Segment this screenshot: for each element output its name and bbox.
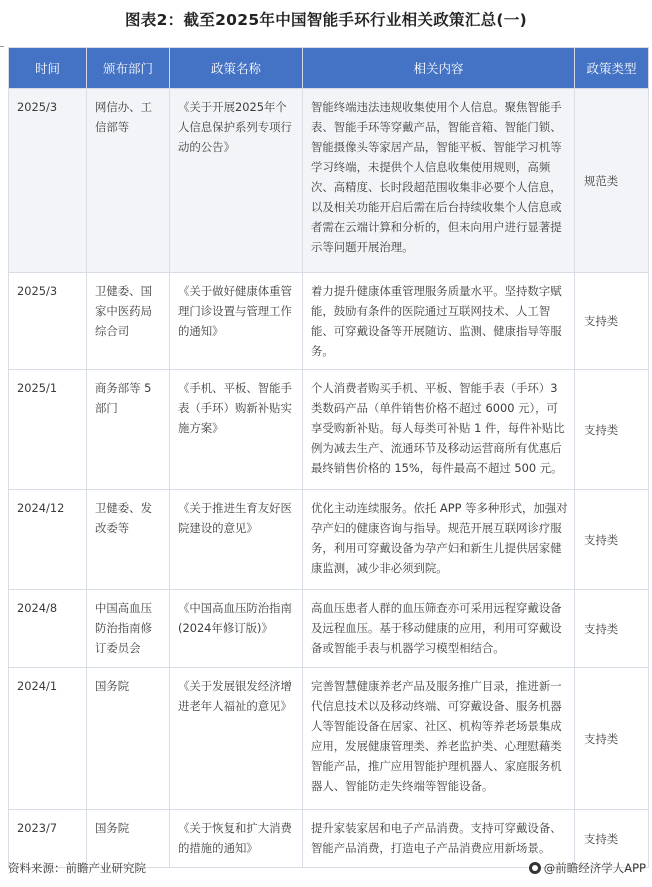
- table-row: [9, 273, 649, 370]
- cell-content: 个人消费者购买手机、平板、智能手表（手环）3类数码产品（单件销售价格不超过 6000 元），可享受购新补贴。每人每类可补贴 1 件，每件补贴比例为减去生产、流通环节及移动运营商所有优惠后最终销售价格的 15%，每件最高不超过 500 元。: [303, 370, 575, 490]
- cell-content: 完善智慧健康养老产品及服务推广目录，推进新一代信息技术以及移动终端、可穿戴设备、服务机器人等智能设备在居家、社区、机构等养老场景集成应用，发展健康管理类、养老监护类、心理慰藉类智能产品，推广应用智能护理机器人、家庭服务机器人、智能防走失终端等智能设备。: [303, 668, 575, 810]
- header-content: 相关内容: [303, 48, 575, 89]
- cell-policy-type: 支持类: [575, 370, 649, 490]
- cell-policy-name: 《手机、平板、智能手表（手环）购新补贴实施方案》: [170, 370, 303, 490]
- header-policy-type: 政策类型: [575, 48, 649, 89]
- cell-policy-type: 支持类: [575, 668, 649, 810]
- corner-mark: [0, 46, 4, 47]
- cell-time: 2024/8: [9, 590, 87, 668]
- table-row: [9, 370, 649, 490]
- policy-table: [8, 47, 649, 868]
- cell-content: 优化主动连续服务。依托 APP 等多种形式，加强对孕产妇的健康咨询与指导。规范开展互联网诊疗服务，利用可穿戴设备为孕产妇和新生儿提供居家健康监测，减少非必须到院。: [303, 490, 575, 590]
- cell-policy-name: 《关于发展银发经济增进老年人福祉的意见》: [170, 668, 303, 810]
- brand-credit: [529, 860, 646, 876]
- cell-time: 2024/12: [9, 490, 87, 590]
- table-row: [9, 490, 649, 590]
- cell-dept: 中国高血压防治指南修订委员会: [87, 590, 170, 668]
- cell-time: 2025/1: [9, 370, 87, 490]
- cell-policy-type: 规范类: [575, 89, 649, 273]
- brand-logo-icon: [529, 862, 541, 874]
- cell-policy-type: 支持类: [575, 810, 649, 868]
- cell-dept: 国务院: [87, 668, 170, 810]
- cell-content: 智能终端违法违规收集使用个人信息。聚焦智能手表、智能手环等穿戴产品，智能音箱、智能门锁、智能摄像头等家居产品，智能平板、智能学习机等学习终端，未提供个人信息收集使用规则，高频次、高精度、长时段超范围收集非必要个人信息，以及相关功能开启后需在后台持续收集个人信息或者需在云端计算和分析的，但未向用户进行显著提示等问题开展治理。: [303, 89, 575, 273]
- page-title: 图表2：截至2025年中国智能手环行业相关政策汇总(一): [125, 11, 527, 29]
- cell-content: 高血压患者人群的血压筛查亦可采用远程穿戴设备及远程血压。基于移动健康的应用，利用可穿戴设备或智能手表与机器学习模型相结合。: [303, 590, 575, 668]
- cell-policy-name: 《关于做好健康体重管理门诊设置与管理工作的通知》: [170, 273, 303, 370]
- table-row: [9, 668, 649, 810]
- cell-dept: 网信办、工信部等: [87, 89, 170, 273]
- table-row: [9, 89, 649, 273]
- cell-policy-name: 《关于恢复和扩大消费的措施的通知》: [170, 810, 303, 868]
- cell-policy-name: 《关于开展2025年个人信息保护系列专项行动的公告》: [170, 89, 303, 273]
- cell-policy-type: 支持类: [575, 273, 649, 370]
- cell-time: 2024/1: [9, 668, 87, 810]
- cell-content: 提升家装家居和电子产品消费。支持可穿戴设备、智能产品消费，打造电子产品消费应用新场景。: [303, 810, 575, 868]
- cell-content: 着力提升健康体重管理服务质量水平。坚持数字赋能，鼓励有条件的医院通过互联网技术、人工智能、可穿戴设备等开展随访、监测、健康指导等服务。: [303, 273, 575, 370]
- cell-policy-name: 《关于推进生育友好医院建设的意见》: [170, 490, 303, 590]
- source-note: 资料来源：前瞻产业研究院: [8, 861, 146, 875]
- table-row: [9, 590, 649, 668]
- cell-time: 2023/7: [9, 810, 87, 868]
- cell-time: 2025/3: [9, 89, 87, 273]
- cell-policy-type: 支持类: [575, 490, 649, 590]
- header-dept: 颁布部门: [87, 48, 170, 89]
- cell-dept: 卫健委、国家中医药局综合司: [87, 273, 170, 370]
- cell-dept: 商务部等 5 部门: [87, 370, 170, 490]
- cell-time: 2025/3: [9, 273, 87, 370]
- header-policy-name: 政策名称: [170, 48, 303, 89]
- table-row: [9, 810, 649, 868]
- table-header-row: [9, 48, 649, 89]
- brand-label: @前瞻经济学人APP: [543, 861, 646, 875]
- header-time: 时间: [9, 48, 87, 89]
- cell-policy-name: 《中国高血压防治指南(2024年修订版)》: [170, 590, 303, 668]
- cell-dept: 卫健委、发改委等: [87, 490, 170, 590]
- cell-policy-type: 支持类: [575, 590, 649, 668]
- cell-dept: 国务院: [87, 810, 170, 868]
